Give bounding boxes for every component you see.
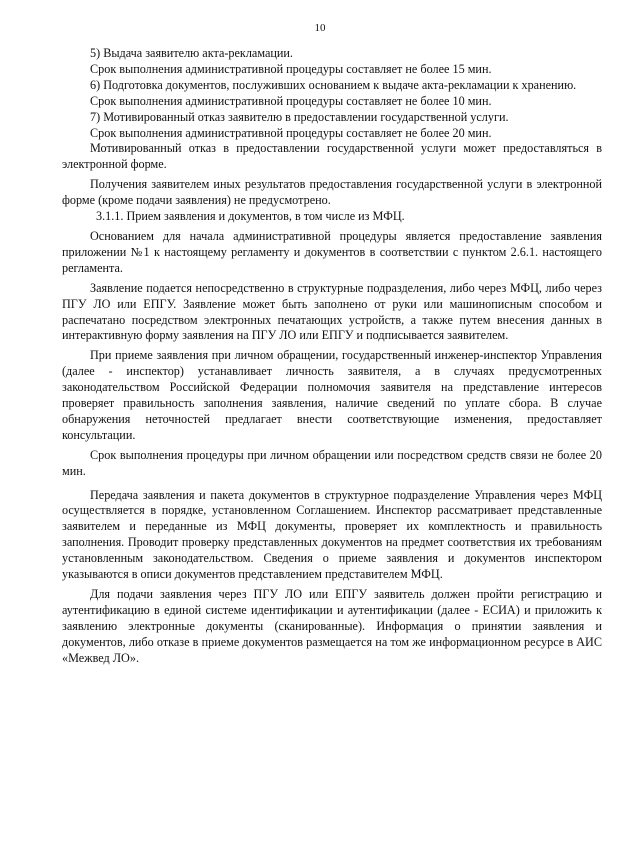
paragraph: Срок выполнения административной процедуры составляет не более 10 мин. xyxy=(90,93,492,108)
document-body xyxy=(62,46,602,667)
section-heading: 3.1.1. Прием заявления и документов, в том числе из МФЦ. xyxy=(96,209,405,224)
paragraph: Получения заявителем иных результатов предоставления государственной услуги в электронной форме (кроме подачи заявления) не предусмотрено. xyxy=(62,177,602,208)
paragraph: Основанием для начала административной процедуры является предоставление заявления приложении №1 к настоящему регламенту и документов в соответствии с пунктом 2.6.1. настоящего регламента. xyxy=(62,228,602,275)
paragraph: 7) Мотивированный отказ заявителю в предоставлении государственной услуги. xyxy=(90,109,509,124)
paragraph: Передача заявления и пакета документов в структурное подразделение Управления через МФЦ осуществляется в порядке, установленном Соглашением. Инспектор рассматривает представленные заявителем и переданные из МФЦ документы, проверяет их комплектность и правильность заполнения. Проводит проверку представленных документов на предмет соответствия их требованиям установленным законодательством. Сведения о приеме заявления и документов инспектором указываются в описи документов представлением представителем МФЦ. xyxy=(62,487,602,582)
paragraph: 5) Выдача заявителю акта-рекламации. xyxy=(90,46,293,60)
paragraph: Срок выполнения административной процедуры составляет не более 15 мин. xyxy=(90,61,492,76)
page-number: 10 xyxy=(314,22,326,34)
paragraph: Заявление подается непосредственно в структурные подразделения, либо через МФЦ, либо через ПГУ ЛО или ЕПГУ. Заявление может быть заполнено от руки или машинописным способом и распечатано посредством электронных печатающих устройств, а также путем внесения данных в интерактивную форму заявления на ПГУ ЛО или ЕПГУ и подписывается заявителем. xyxy=(62,280,602,343)
paragraph: 6) Подготовка документов, послуживших основанием к выдаче акта-рекламации к хранению. xyxy=(90,77,577,92)
paragraph: Срок выполнения процедуры при личном обращении или посредством средств связи не более 20 мин. xyxy=(62,447,602,478)
paragraph: Мотивированный отказ в предоставлении государственной услуги может предоставляться в электронной форме. xyxy=(62,141,602,172)
paragraph: При приеме заявления при личном обращении, государственный инженер-инспектор Управления (далее - инспектор) устанавливает личность заявителя, а в случаях предусмотренных законодательством Российской Федерации полномочия заявителя на представление интересов проверяет правильность заполнения заявления, наличие сведений по уплате сбора. В случае обнаружения неточностей предлагает внести соответствующие изменения, предоставляет консультации. xyxy=(62,348,602,442)
paragraph: Для подачи заявления через ПГУ ЛО или ЕПГУ заявитель должен пройти регистрацию и аутентификацию в единой системе идентификации и аутентификации (далее - ЕСИА) и приложить к заявлению электронные документы (сканированные). Информация о принятии заявления и документов, либо отказе в приеме документов размещается на том же информационном ресурсе в АИС «Межвед ЛО». xyxy=(62,587,602,665)
paragraph: Срок выполнения административной процедуры составляет не более 20 мин. xyxy=(90,125,492,140)
